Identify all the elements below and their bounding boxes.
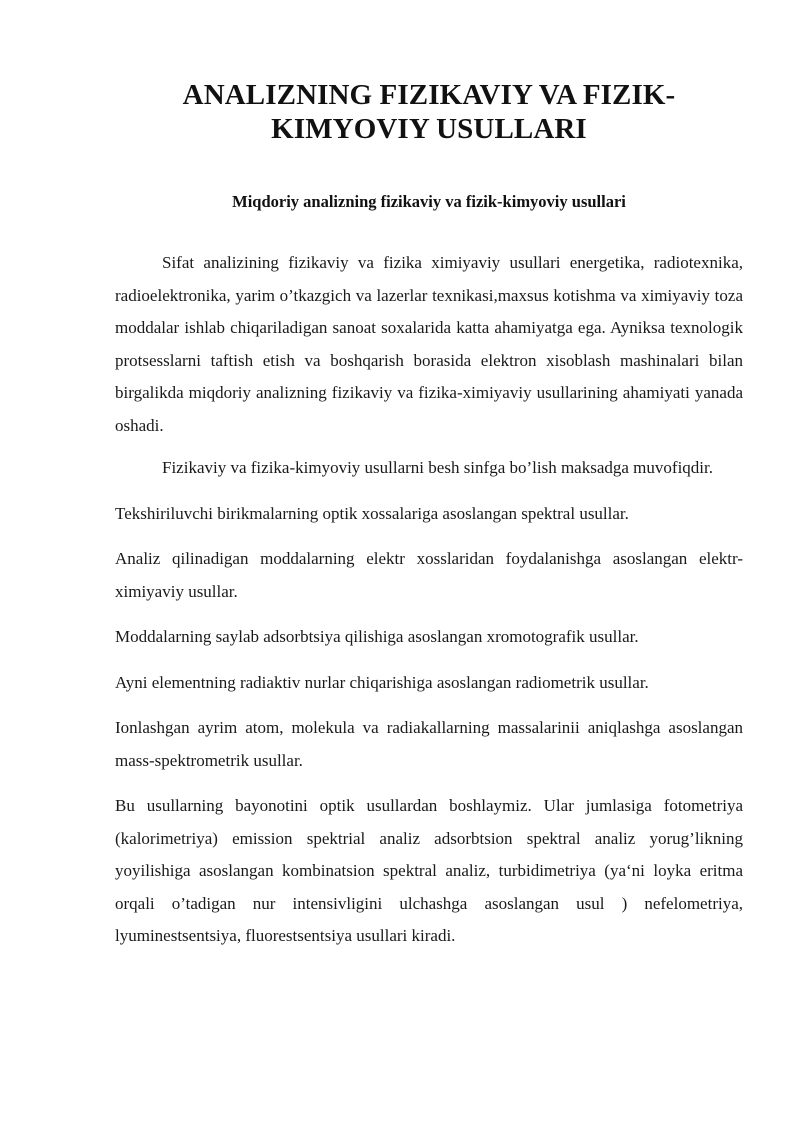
- paragraph-classification: Fizikaviy va fizika-kimyoviy usullarni besh sinfga bo’lish maksadga muvofiqdir.: [162, 458, 713, 477]
- paragraph-chromatographic: Moddalarning saylab adsorbtsiya qilishiga asoslangan xromotografik usullar.: [115, 627, 639, 646]
- paragraph-spectral: Tekshiriluvchi birikmalarning optik xossalariga asoslangan spektral usullar.: [115, 503, 629, 523]
- paragraph-electrochemical: Analiz qilinadigan moddalarning elektr xosslaridan foydalanishga asoslangan elektr-ximiyaviy usullar.: [115, 549, 743, 601]
- document-title: ANALIZNING FIZIKAVIY VA FIZIK-KIMYOVIY USULLARI: [182, 79, 676, 145]
- paragraph-mass-spectrometric: Ionlashgan ayrim atom, molekula va radiakallarning massalarinii aniqlashga asoslangan mass-spektrometrik usullar.: [115, 718, 743, 770]
- paragraph-radiometric: Ayni elementning radiaktiv nurlar chiqarishiga asoslangan radiometrik usullar.: [115, 672, 649, 692]
- paragraph-intro: Sifat analizining fizikaviy va fizika ximiyaviy usullari energetika, radiotexnika, radioelektronika, yarim o’tkazgich va lazerlar texnikasi,maxsus kotishma va ximiyaviy toza moddalar ishlab chiqariladigan sanoat soxalarida katta ahamiyatga ega. Ayniksa texnologik protsesslarni taftish etish va boshqarish borasida elektron xisoblash mashinalari bilan birgalikda miqdoriy analizning fizikaviy va fizika-ximiyaviy usullarining ahamiyati yanada oshadi.: [115, 253, 743, 435]
- document-subtitle: Miqdoriy analizning fizikaviy va fizik-kimyoviy usullari: [232, 192, 626, 211]
- paragraph-optical-methods: Bu usullarning bayonotini optik usullardan boshlaymiz. Ular jumlasiga fotometriya (kalorimetriya) emission spektrial analiz adsorbtsion spektral analiz yorug’likning yoyilishiga asoslangan kombinatsion spektral analiz, turbidimetriya (ya‘ni loyka eritma orqali o’tadigan nur intensivligini ulchashga asoslangan usul ) nefelometriya, lyuminestsentsiya, fluorestsentsiya usullari kiradi.: [115, 796, 743, 945]
